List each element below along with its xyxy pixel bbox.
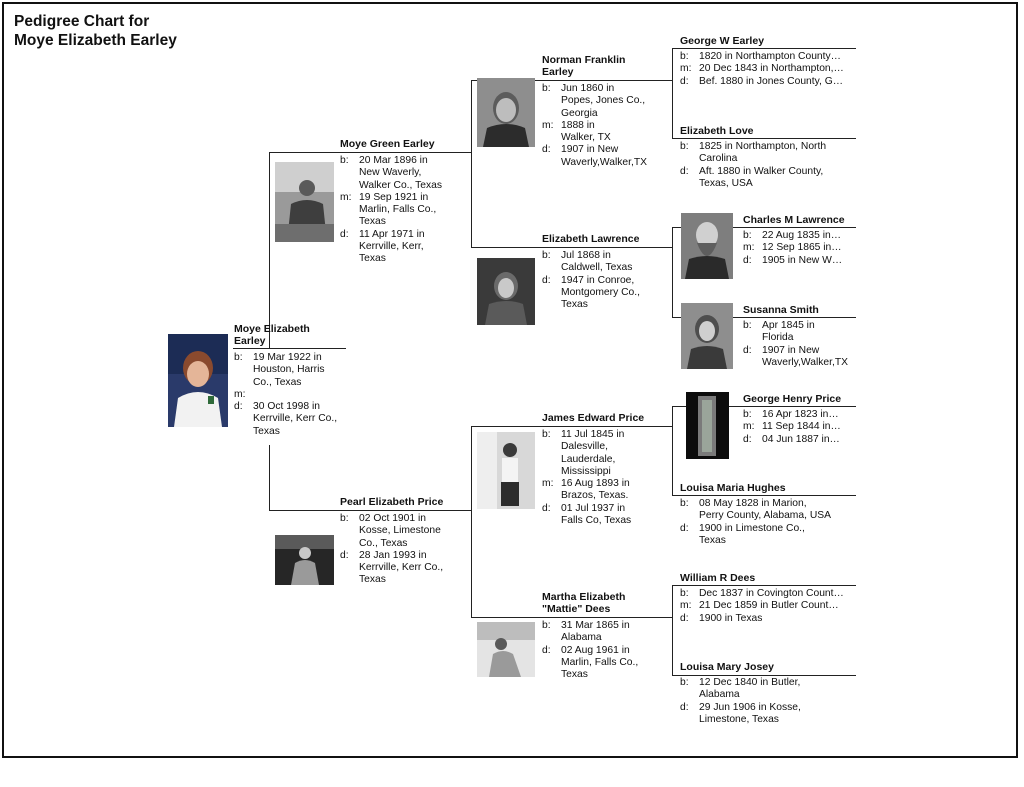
person-james-edward-price[interactable]: [542, 412, 668, 527]
photo-p10: [681, 213, 733, 279]
death-label: d:: [542, 144, 551, 156]
marriage-value: 19 Sep 1921 in Marlin, Falls Co., Texas: [359, 191, 437, 228]
marriage-label: m:: [340, 191, 352, 203]
birth-label: b:: [542, 429, 551, 440]
birth-label: b:: [680, 677, 689, 688]
photo-p12: [686, 392, 729, 459]
death-value: 02 Aug 1961 in Marlin, Falls Co., Texas: [561, 644, 639, 681]
person-name: George Henry Price: [743, 393, 842, 405]
person-name: Norman Franklin Earley: [542, 54, 626, 78]
connector-p5-parents: [672, 227, 673, 318]
marriage-row: [743, 421, 854, 433]
birth-value: 11 Jul 1845 in Dalesville, Lauderdale, Mississippi: [561, 429, 625, 477]
death-row: [542, 645, 668, 682]
death-value: 28 Jan 1993 in Kerrville, Kerr Co., Texas: [359, 549, 444, 586]
death-row: [680, 613, 854, 625]
marriage-row: [542, 478, 668, 503]
birth-row: [340, 155, 468, 192]
death-value: 1907 in New Waverly,Walker,TX: [762, 344, 849, 368]
marriage-value: 12 Sep 1865 in…: [762, 242, 842, 254]
birth-value: 12 Dec 1840 in Butler, Alabama: [699, 677, 801, 701]
connector-p6-parents: [672, 406, 673, 496]
birth-value: 16 Apr 1823 in…: [762, 409, 839, 420]
death-label: d:: [743, 344, 752, 356]
birth-label: b:: [542, 620, 551, 631]
person-name: James Edward Price: [542, 412, 645, 424]
birth-label: b:: [743, 230, 752, 241]
birth-label: b:: [340, 155, 349, 166]
birth-row: [542, 620, 668, 645]
birth-label: b:: [680, 141, 689, 152]
connector-p3-parents: [471, 426, 472, 618]
birth-row: [680, 588, 854, 600]
birth-label: b:: [680, 588, 689, 599]
birth-value: 02 Oct 1901 in Kosse, Limestone Co., Texas: [359, 513, 441, 549]
person-name: Louisa Mary Josey: [680, 661, 774, 673]
marriage-label: m:: [542, 478, 554, 490]
birth-label: b:: [340, 513, 349, 524]
birth-value: Jun 1860 in Popes, Jones Co., Georgia: [561, 83, 646, 119]
connector-p1-mother: [269, 445, 270, 511]
marriage-value: 11 Sep 1844 in…: [762, 421, 841, 433]
birth-label: b:: [542, 250, 551, 261]
person-name: Susanna Smith: [743, 304, 819, 316]
birth-value: 08 May 1828 in Marion, Perry County, Alabama, USA: [699, 498, 832, 522]
birth-row: [680, 677, 854, 702]
photo-p7: [477, 622, 535, 677]
death-label: d:: [542, 274, 551, 286]
birth-row: [743, 230, 854, 242]
person-name: Martha Elizabeth "Mattie" Dees: [542, 591, 626, 615]
connector-p4-parents: [672, 48, 673, 139]
person-name: William R Dees: [680, 572, 756, 584]
person-pearl-elizabeth-price[interactable]: [340, 496, 468, 587]
person-charles-m-lawrence[interactable]: [743, 214, 854, 267]
connector-p2-parents: [471, 80, 472, 248]
death-row: [680, 166, 854, 191]
photo-p2: [275, 162, 334, 242]
person-moye-elizabeth-earley[interactable]: [234, 323, 348, 438]
birth-row: [542, 83, 668, 120]
person-elizabeth-love[interactable]: [680, 125, 854, 190]
marriage-label: m:: [542, 119, 554, 131]
birth-row: [743, 409, 854, 421]
person-name: Elizabeth Love: [680, 125, 754, 137]
death-row: [542, 275, 668, 312]
marriage-value: 21 Dec 1859 in Butler Count…: [699, 600, 839, 612]
marriage-label: m:: [680, 63, 692, 75]
person-name: George W Earley: [680, 35, 765, 47]
person-elizabeth-lawrence[interactable]: [542, 233, 668, 311]
death-label: d:: [542, 502, 551, 514]
page-title: [14, 12, 177, 50]
death-value: 1900 in Limestone Co., Texas: [699, 522, 805, 546]
person-name: Charles M Lawrence: [743, 214, 845, 226]
death-label: d:: [680, 522, 689, 534]
photo-p6: [477, 432, 535, 509]
death-value: 1907 in New Waverly,Walker,TX: [561, 144, 648, 168]
marriage-row: [680, 600, 854, 612]
marriage-value: 16 Aug 1893 in Brazos, Texas.: [561, 478, 630, 502]
marriage-label: m:: [680, 600, 692, 612]
birth-value: 1825 in Northampton, North Carolina: [699, 141, 827, 165]
marriage-label: m:: [743, 421, 755, 433]
connector-p7-parents: [672, 585, 673, 676]
marriage-row: [234, 389, 348, 401]
death-label: d:: [680, 75, 689, 87]
birth-value: Apr 1845 in Florida: [762, 320, 815, 344]
death-label: d:: [340, 228, 349, 240]
title-line-1: Pedigree Chart for: [14, 13, 150, 30]
death-value: 1905 in New W…: [762, 254, 843, 266]
death-label: d:: [340, 549, 349, 561]
death-row: [743, 255, 854, 267]
person-name: Louisa Maria Hughes: [680, 482, 786, 494]
birth-label: b:: [743, 320, 752, 331]
death-row: [743, 345, 858, 370]
death-value: 04 Jun 1887 in…: [762, 433, 840, 445]
death-row: [743, 434, 854, 446]
death-row: [340, 229, 468, 266]
death-row: [680, 523, 856, 548]
person-george-w-earley[interactable]: [680, 35, 854, 88]
birth-row: [680, 498, 856, 523]
person-martha-elizabeth-dees[interactable]: [542, 591, 668, 681]
marriage-row: [542, 120, 668, 145]
death-value: 1947 in Conroe, Montgomery Co., Texas: [561, 274, 640, 311]
death-label: d:: [680, 701, 689, 713]
person-name: Pearl Elizabeth Price: [340, 496, 444, 508]
photo-p4: [477, 78, 535, 147]
birth-row: [234, 352, 348, 389]
photo-p11: [681, 303, 733, 369]
death-row: [680, 76, 854, 88]
birth-value: 1820 in Northampton County…: [699, 51, 841, 62]
photo-p1: [168, 334, 228, 427]
birth-row: [680, 51, 854, 63]
death-label: d:: [542, 644, 551, 656]
birth-row: [542, 429, 668, 478]
person-norman-franklin-earley[interactable]: [542, 54, 668, 169]
title-line-2: Moye Elizabeth Earley: [14, 32, 177, 49]
marriage-row: [340, 192, 468, 229]
birth-value: 20 Mar 1896 in New Waverly, Walker Co., Texas: [359, 155, 442, 191]
birth-row: [542, 250, 668, 275]
birth-label: b:: [234, 352, 243, 363]
marriage-label: m:: [234, 388, 246, 400]
death-row: [680, 702, 854, 727]
birth-row: [680, 141, 854, 166]
birth-value: 22 Aug 1835 in…: [762, 230, 842, 241]
birth-row: [743, 320, 858, 345]
death-value: 30 Oct 1998 in Kerrville, Kerr Co., Texas: [253, 401, 338, 437]
birth-value: 31 Mar 1865 in Alabama: [561, 620, 630, 644]
death-label: d:: [680, 165, 689, 177]
birth-row: [340, 513, 468, 550]
marriage-label: m:: [743, 242, 755, 254]
marriage-row: [680, 63, 854, 75]
birth-label: b:: [542, 83, 551, 94]
marriage-value: 20 Dec 1843 in Northampton,…: [699, 63, 844, 75]
birth-label: b:: [743, 409, 752, 420]
birth-label: b:: [680, 498, 689, 509]
person-louisa-maria-hughes[interactable]: [680, 482, 856, 547]
birth-value: Jul 1868 in Caldwell, Texas: [561, 250, 633, 274]
death-value: 1900 in Texas: [699, 612, 763, 624]
death-row: [340, 550, 468, 587]
person-susanna-smith[interactable]: [743, 304, 858, 369]
person-name: Moye Green Earley: [340, 138, 435, 150]
death-row: [234, 401, 348, 438]
death-value: 11 Apr 1971 in Kerrville, Kerr, Texas: [359, 228, 425, 265]
birth-value: Dec 1837 in Covington Count…: [699, 588, 844, 599]
death-label: d:: [743, 254, 752, 266]
death-value: Aft. 1880 in Walker County, Texas, USA: [699, 165, 824, 189]
death-row: [542, 503, 668, 528]
death-row: [542, 144, 668, 169]
person-name: Elizabeth Lawrence: [542, 233, 640, 245]
birth-label: b:: [680, 51, 689, 62]
death-label: d:: [743, 433, 752, 445]
person-name: Moye Elizabeth Earley: [234, 323, 310, 347]
person-william-r-dees[interactable]: [680, 572, 854, 625]
person-george-henry-price[interactable]: [743, 393, 854, 446]
person-moye-green-earley[interactable]: [340, 138, 468, 266]
person-louisa-mary-josey[interactable]: [680, 661, 854, 726]
death-value: 29 Jun 1906 in Kosse, Limestone, Texas: [699, 701, 801, 725]
marriage-row: [743, 242, 854, 254]
death-value: Bef. 1880 in Jones County, G…: [699, 75, 844, 87]
death-label: d:: [234, 401, 243, 413]
connector-p1-parents: [269, 152, 270, 348]
photo-p5: [477, 258, 535, 325]
photo-p3: [275, 535, 334, 585]
death-label: d:: [680, 612, 689, 624]
birth-value: 19 Mar 1922 in Houston, Harris Co., Texas: [253, 352, 325, 388]
death-value: 01 Jul 1937 in Falls Co, Texas: [561, 502, 632, 527]
marriage-value: 1888 in Walker, TX: [561, 119, 611, 144]
